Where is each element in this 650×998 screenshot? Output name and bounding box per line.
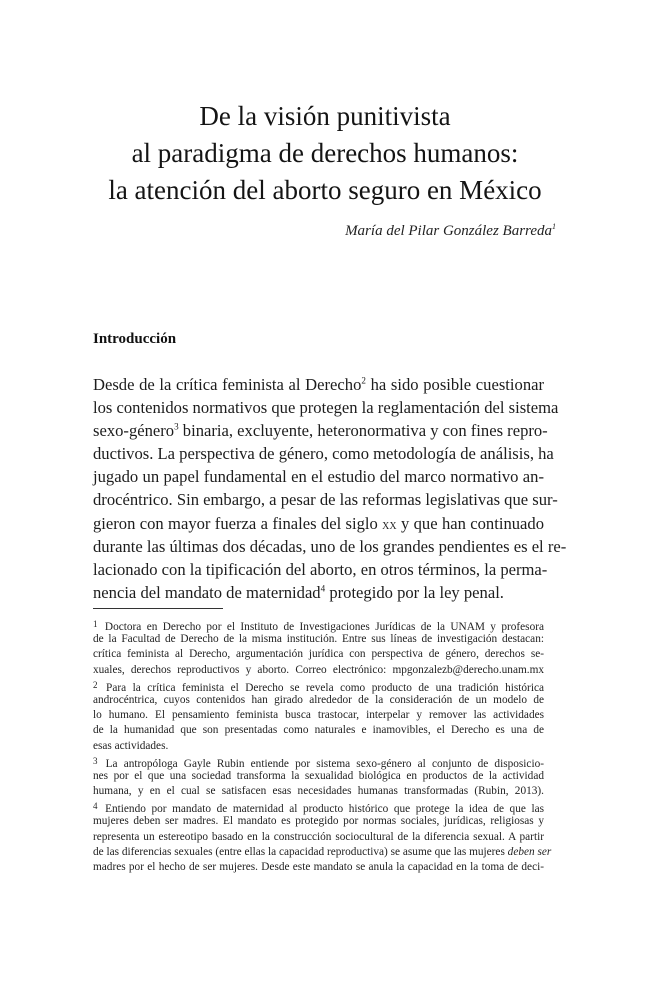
footnote-line: humana, y en el cual se satisfacen esas necesidades humanas transformadas (Rubin, 2013). (93, 785, 544, 798)
footnote-line: androcéntrica, cuyos contenidos han girado alrededor de la consideración de un modelo de (93, 693, 544, 706)
body-line: lacionado con la tipificación del aborto, en otros términos, la perma- (93, 559, 548, 579)
body-line: los contenidos normativos que protegen la reglamentación del sistema (93, 398, 559, 418)
footnotes (93, 617, 552, 875)
footnote-line: crítica feminista al Derecho, argumentación jurídica con perspectiva de género, derechos se- (93, 648, 544, 661)
body-line: ductivos. La perspectiva de género, como metodología de análisis, ha (93, 444, 554, 464)
footnote-separator (93, 608, 223, 609)
author-name: María del Pilar González Barreda (345, 223, 552, 239)
footnote-line: mujeres deben ser madres. El mandato es protegido por normas sociales, jurídicas, religiosas y (93, 815, 544, 828)
footnote-line: de la humanidad que son presentadas como naturales e inamovibles, el Derecho es una de (93, 724, 544, 737)
footnote-1: $^1$ Doctora en Derecho por el Instituto de Investigaciones Jurídicas de la UNAM y profesora (93, 619, 544, 633)
footnote-line: de la Facultad de Derecho de la misma institución. Entre sus líneas de investigación destacan: (93, 633, 544, 646)
title-line-2: al paradigma de derechos humanos: (131, 138, 519, 168)
footnote-line: representa un estereotipo basado en la construcción sociocultural de la diferencia sexual. A partir (93, 830, 544, 843)
author-footnote-ref[interactable]: 1 (552, 222, 556, 231)
body-line: drocéntrico. Sin embargo, a pesar de las reformas legislativas que sur- (93, 490, 558, 510)
body-line: sexo-género$^3$ binaria, excluyente, heteronormativa y con fines repro- (93, 421, 548, 441)
footnote-3: $^3$ La antropóloga Gayle Rubin entiende por sistema sexo-género al conjunto de disposicio- (93, 755, 544, 770)
footnote-line: de las diferencias sexuales (entre ellas la capacidad reproductiva) se asume que las mujeres deben ser (93, 845, 552, 858)
author-byline (345, 222, 556, 240)
body-line: jugado un papel fundamental en el estudio del marco normativo an- (93, 467, 544, 487)
footnote-line: esas actividades. (93, 739, 169, 752)
body-line: Desde de la crítica feminista al Derecho$^2$ ha sido posible cuestionar (93, 375, 545, 394)
footnote-2: $^2$ Para la crítica feminista el Derecho se revela como producto de una tradición histórica (93, 679, 544, 694)
footnote-line: xuales, derechos reproductivos y aborto. Correo electrónico: mpgonzalezb@derecho.unam.mx (93, 663, 544, 676)
title-line-3: la atención del aborto seguro en México (108, 175, 542, 205)
footnote-ref-3[interactable]: 3 (174, 421, 179, 432)
body-line: nencia del mandato de maternidad$^4$ protegido por la ley penal. (93, 582, 504, 602)
body-line: gieron con mayor fuerza a finales del siglo xx y que han continuado (93, 513, 544, 533)
footnote-line: nes por el que una sociedad transforma la sexualidad biológica en productos de la actividad (93, 769, 544, 782)
body-line: durante las últimas dos décadas, uno de los grandes pendientes es el re- (93, 536, 567, 556)
title-line-1: De la visión punitivista (199, 101, 451, 131)
footnote-line: lo humano. El pensamiento feminista busca trastocar, interpelar y remover las actividades (93, 709, 544, 722)
footnote-ref-4[interactable]: 4 (320, 583, 326, 594)
footnote-ref-2[interactable]: 2 (361, 375, 366, 386)
footnote-4: $^4$ Entiendo por mandato de maternidad al producto histórico que protege la idea de que las (93, 801, 545, 816)
chapter-title (60, 98, 590, 209)
section-heading: Introducción (93, 331, 177, 347)
body-paragraph (93, 373, 567, 604)
footnote-line: madres por el hecho de ser mujeres. Desde este mandato se anula la capacidad en la toma de deci- (93, 861, 544, 873)
